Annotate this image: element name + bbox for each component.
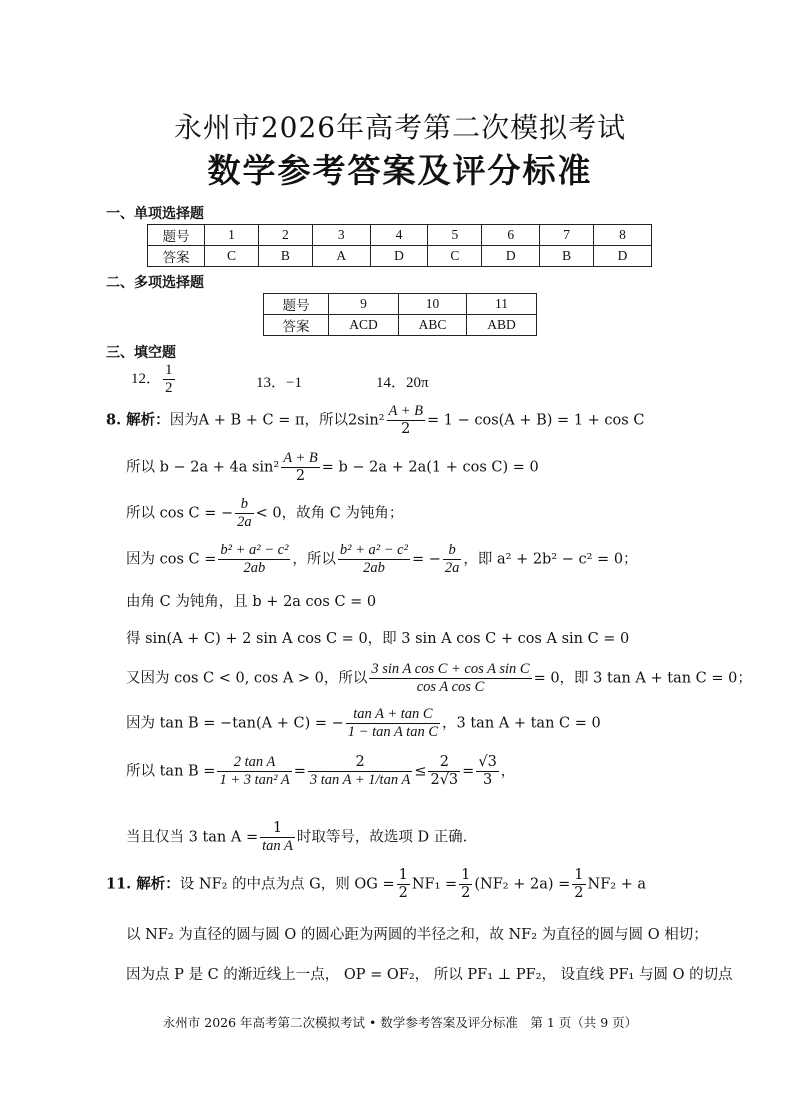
- table-cell: ACD: [329, 315, 399, 336]
- table-cell: 10: [398, 294, 466, 315]
- math-text: 又因为 cos C < 0, cos A > 0，所以: [126, 670, 368, 687]
- numerator: A + B: [283, 450, 318, 466]
- denominator: 3 tan A + 1/tan A: [309, 772, 411, 788]
- numerator: b: [443, 542, 462, 560]
- numerator: A + B: [388, 403, 423, 419]
- fraction: [217, 754, 291, 789]
- table-cell: D: [482, 246, 540, 267]
- table-cell: D: [594, 246, 652, 267]
- q8-line-1: [106, 403, 644, 438]
- math-text: 时取等号，故选项 D 正确.: [296, 829, 468, 846]
- table-row: [148, 225, 652, 246]
- table-cell: A: [312, 246, 370, 267]
- section-heading-multi-choice: 二、多项选择题: [106, 275, 204, 291]
- fraction: [459, 867, 472, 902]
- table-cell: C: [428, 246, 482, 267]
- page-footer: 永州市 2026 年高考第二次模拟考试 • 数学参考答案及评分标准 第 1 页（共 9 页）: [162, 1015, 638, 1030]
- q8-line-6: 得 sin(A + C) + 2 sin A cos C = 0，即 3 sin A cos C + cos A sin C = 0: [126, 631, 630, 647]
- denominator: 2: [574, 885, 584, 901]
- fraction: [260, 820, 295, 855]
- fraction: [369, 661, 531, 696]
- math-text: < 0，故角 C 为钝角；: [255, 505, 404, 522]
- page-title: 永州市2026年高考第二次模拟考试: [173, 111, 627, 144]
- numerator: 1: [165, 362, 173, 378]
- fraction: [308, 754, 412, 789]
- numerator: 1: [260, 820, 295, 838]
- table-cell: 3: [312, 225, 370, 246]
- q11-line-3: 因为点 P 是 C 的渐近线上一点， OP = OF₂， 所以 PF₁ ⊥ PF₂， 设直线 PF₁ 与圆 O 的切点: [126, 967, 733, 983]
- math-text: =: [462, 763, 475, 780]
- table-cell: 4: [370, 225, 428, 246]
- denominator: 2: [295, 468, 306, 484]
- item-label: 14．: [376, 375, 407, 391]
- row-label: 答案: [148, 246, 205, 267]
- math-text: 所以 b − 2a + 4a sin²: [126, 459, 280, 476]
- numerator: tan A + tan C: [346, 706, 440, 724]
- fraction: [476, 754, 498, 789]
- section-heading-single-choice: 一、单项选择题: [106, 206, 204, 222]
- multi-choice-table: [263, 293, 537, 336]
- math-text: NF₂ + a: [587, 876, 647, 893]
- section-heading-fill-blank: 三、填空题: [106, 345, 176, 361]
- table-cell: B: [540, 246, 594, 267]
- q11-line-2: 以 NF₂ 为直径的圆与圆 O 的圆心距为两圆的半径之和，故 NF₂ 为直径的圆与圆 O 相切；: [126, 927, 708, 943]
- single-choice-table: [147, 224, 652, 267]
- fraction: [572, 867, 585, 902]
- fraction: [443, 542, 462, 577]
- row-label: 答案: [264, 315, 329, 336]
- table-cell: 9: [329, 294, 399, 315]
- solution-head: 8. 解析：: [106, 411, 170, 429]
- fraction: [397, 867, 410, 902]
- numerator: b: [235, 496, 254, 514]
- denominator: 2a: [237, 514, 252, 530]
- denominator: 2: [398, 885, 408, 901]
- fraction: [281, 450, 320, 485]
- math-text: = −: [411, 551, 441, 568]
- fraction: [387, 403, 426, 438]
- math-text: 当且仅当 3 tan A =: [126, 829, 259, 846]
- q8-line-9: [126, 754, 515, 789]
- table-cell: 1: [205, 225, 259, 246]
- fraction: [218, 542, 290, 577]
- q11-line-1: [106, 867, 646, 902]
- math-text: = b − 2a + 2a(1 + cos C) = 0: [321, 459, 539, 476]
- fill-answer-12: [131, 362, 177, 397]
- denominator: cos A cos C: [416, 679, 485, 695]
- numerator: √3: [478, 754, 497, 770]
- math-text: 所以 tan B =: [126, 763, 216, 780]
- math-text: = 1 − cos(A + B) = 1 + cos C: [427, 412, 645, 429]
- page-subtitle: 数学参考答案及评分标准: [207, 151, 593, 190]
- math-text: =: [293, 763, 306, 780]
- math-text: 设 NF₂ 的中点为点 G，则 OG =: [179, 876, 395, 893]
- denominator: 2a: [444, 560, 460, 576]
- q8-line-8: [126, 706, 601, 741]
- denominator: 2√3: [430, 772, 459, 788]
- math-text: ，即 a² + 2b² − c² = 0；: [463, 551, 638, 568]
- item-value: −1: [286, 375, 302, 391]
- fraction: [235, 496, 254, 531]
- denominator: 1 + 3 tan² A: [219, 772, 290, 788]
- q8-line-3: [126, 496, 403, 531]
- denominator: tan A: [262, 838, 293, 854]
- math-text: ≤: [414, 763, 427, 780]
- denominator: 2: [165, 380, 173, 396]
- item-label: 13．: [256, 375, 287, 391]
- fraction: [338, 542, 410, 577]
- numerator: 2: [308, 754, 412, 772]
- denominator: 1 − tan A tan C: [347, 724, 439, 740]
- table-cell: ABD: [467, 315, 537, 336]
- table-cell: 2: [258, 225, 312, 246]
- denominator: 2: [401, 421, 411, 437]
- fraction: [163, 362, 175, 397]
- numerator: 1: [461, 867, 471, 883]
- fraction: [428, 754, 460, 789]
- table-cell: D: [370, 246, 428, 267]
- table-row: [264, 315, 537, 336]
- numerator: b² + a² − c²: [220, 542, 289, 558]
- table-cell: 8: [594, 225, 652, 246]
- fraction: [346, 706, 440, 741]
- solution-head: 11. 解析：: [106, 875, 180, 893]
- table-row: [148, 246, 652, 267]
- math-text: ，3 tan A + tan C = 0: [442, 715, 601, 732]
- table-cell: 6: [482, 225, 540, 246]
- q8-line-10: [126, 820, 467, 855]
- table-cell: B: [258, 246, 312, 267]
- table-cell: C: [205, 246, 259, 267]
- numerator: 1: [398, 867, 408, 883]
- table-row: [264, 294, 537, 315]
- denominator: 2ab: [363, 560, 385, 576]
- denominator: 2: [461, 885, 471, 901]
- fill-answer-13: [256, 371, 302, 392]
- numerator: 1: [574, 867, 584, 883]
- fill-answer-14: [376, 371, 429, 392]
- math-text: 因为 cos C =: [126, 551, 217, 568]
- math-text: ，所以: [292, 551, 336, 568]
- row-label: 题号: [264, 294, 329, 315]
- math-text: (NF₂ + 2a) =: [474, 876, 571, 893]
- row-label: 题号: [148, 225, 205, 246]
- item-value: 20π: [406, 375, 429, 391]
- math-text: 因为 tan B = −tan(A + C) = −: [126, 715, 344, 732]
- denominator: 2ab: [243, 560, 266, 576]
- numerator: 2: [428, 754, 460, 772]
- denominator: 3: [482, 772, 493, 788]
- table-cell: 7: [540, 225, 594, 246]
- q8-line-2: [126, 450, 539, 485]
- q8-line-7: [126, 661, 752, 696]
- math-text: 所以 cos C = −: [126, 505, 234, 522]
- math-text: = 0，即 3 tan A + tan C = 0；: [533, 670, 752, 687]
- item-label: 12．: [131, 370, 162, 387]
- table-cell: 5: [428, 225, 482, 246]
- table-cell: 11: [467, 294, 537, 315]
- q8-line-5: 由角 C 为钝角，且 b + 2a cos C = 0: [126, 594, 377, 610]
- numerator: b² + a² − c²: [339, 542, 408, 558]
- math-text: 因为A + B + C = π，所以2sin²: [169, 412, 385, 429]
- table-cell: ABC: [398, 315, 466, 336]
- numerator: 2 tan A: [217, 754, 291, 772]
- numerator: 3 sin A cos C + cos A sin C: [371, 661, 530, 677]
- math-text: NF₁ =: [411, 876, 458, 893]
- q8-line-4: [126, 542, 638, 577]
- math-text: ，: [500, 763, 516, 780]
